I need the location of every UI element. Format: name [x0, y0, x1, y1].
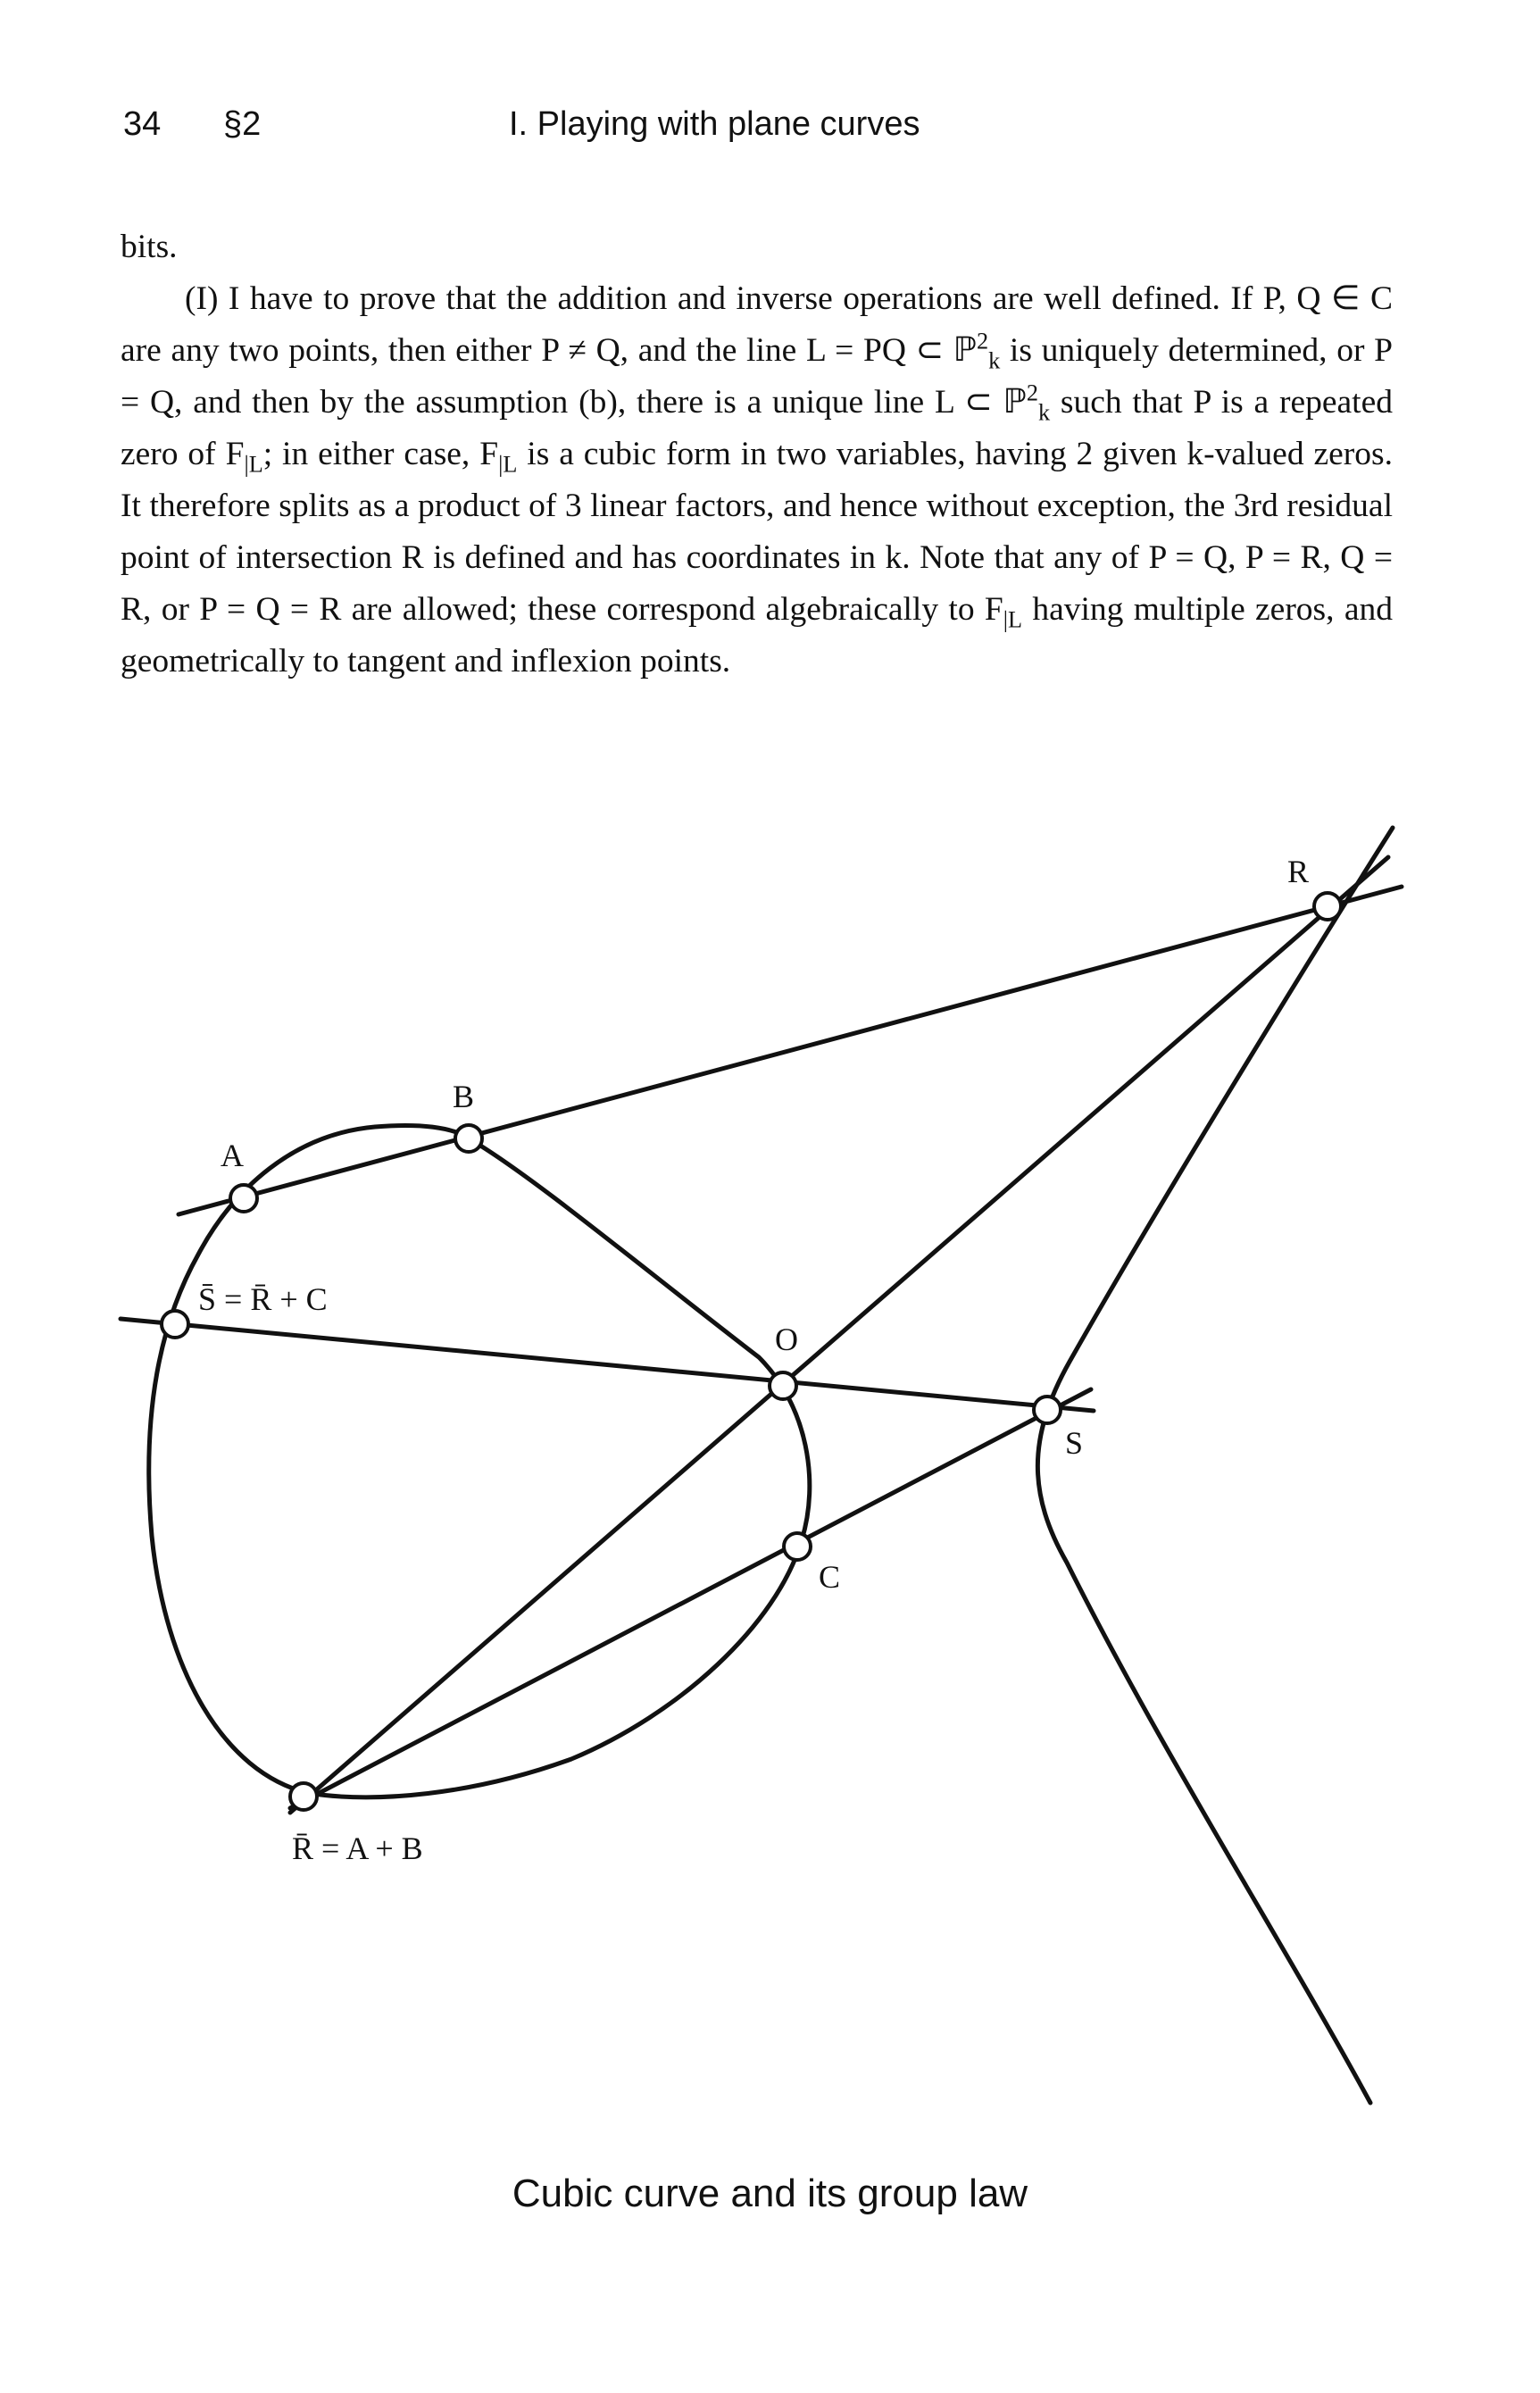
section-number: §2 [223, 105, 262, 143]
label-B: B [453, 1079, 475, 1114]
point-A [230, 1185, 257, 1212]
chapter-title: I. Playing with plane curves [509, 105, 920, 143]
point-C [784, 1533, 811, 1560]
label-R-bar: R̄ = A + B [292, 1830, 423, 1866]
point-R-bar [290, 1783, 317, 1810]
page-number: 34 [123, 105, 162, 143]
paragraph-proof: (I) I have to prove that the addition and inverse operations are well defined. If P, Q ∈ C are any two points, then either P ≠ Q, and the line L = PQ ⊂ ℙ$^2_k$ is uniquely determined, or P = Q, and then by the assumption (b), there is a unique line L ⊂ ℙ$^2_k$ such that P is a repeated zero of $F_{|L}$; in either case, $F_{|L}$ is a cubic form in two variables, having 2 given k-valued zeros. It therefore splits as a product of 3 linear factors, and hence without exception, the 3rd residual point of intersection R is defined and has coordinates in k. Note that any of P = Q, P = R, Q = R, or P = Q = R are allowed; these correspond algebraically to $F_{|L}$ having multiple zeros, and geometrically to tangent and inflexion points. [121, 280, 1393, 680]
label-S-bar: S̄ = R̄ + C [198, 1281, 328, 1317]
point-B [455, 1125, 482, 1152]
line-A-B-R [179, 887, 1402, 1214]
line-Rbar-C-S [290, 1389, 1091, 1808]
point-S [1034, 1397, 1061, 1423]
cubic-curve-figure [0, 804, 1540, 2179]
point-O [770, 1372, 796, 1399]
label-S: S [1065, 1425, 1084, 1461]
label-C: C [819, 1559, 841, 1595]
figure-caption: Cubic curve and its group law [512, 2172, 1028, 2215]
label-O: O [775, 1322, 798, 1357]
paragraph-continuation: bits. [121, 229, 178, 265]
body-text [121, 221, 1393, 688]
line-Rbar-O-R [290, 857, 1388, 1813]
label-A: A [221, 1138, 244, 1173]
cubic-unbounded-branch [1037, 828, 1393, 2103]
label-R: R [1287, 854, 1310, 889]
cubic-oval [149, 1126, 810, 1797]
point-S-bar [162, 1311, 188, 1338]
point-R [1314, 893, 1341, 920]
line-Sbar-O-S [121, 1319, 1094, 1411]
